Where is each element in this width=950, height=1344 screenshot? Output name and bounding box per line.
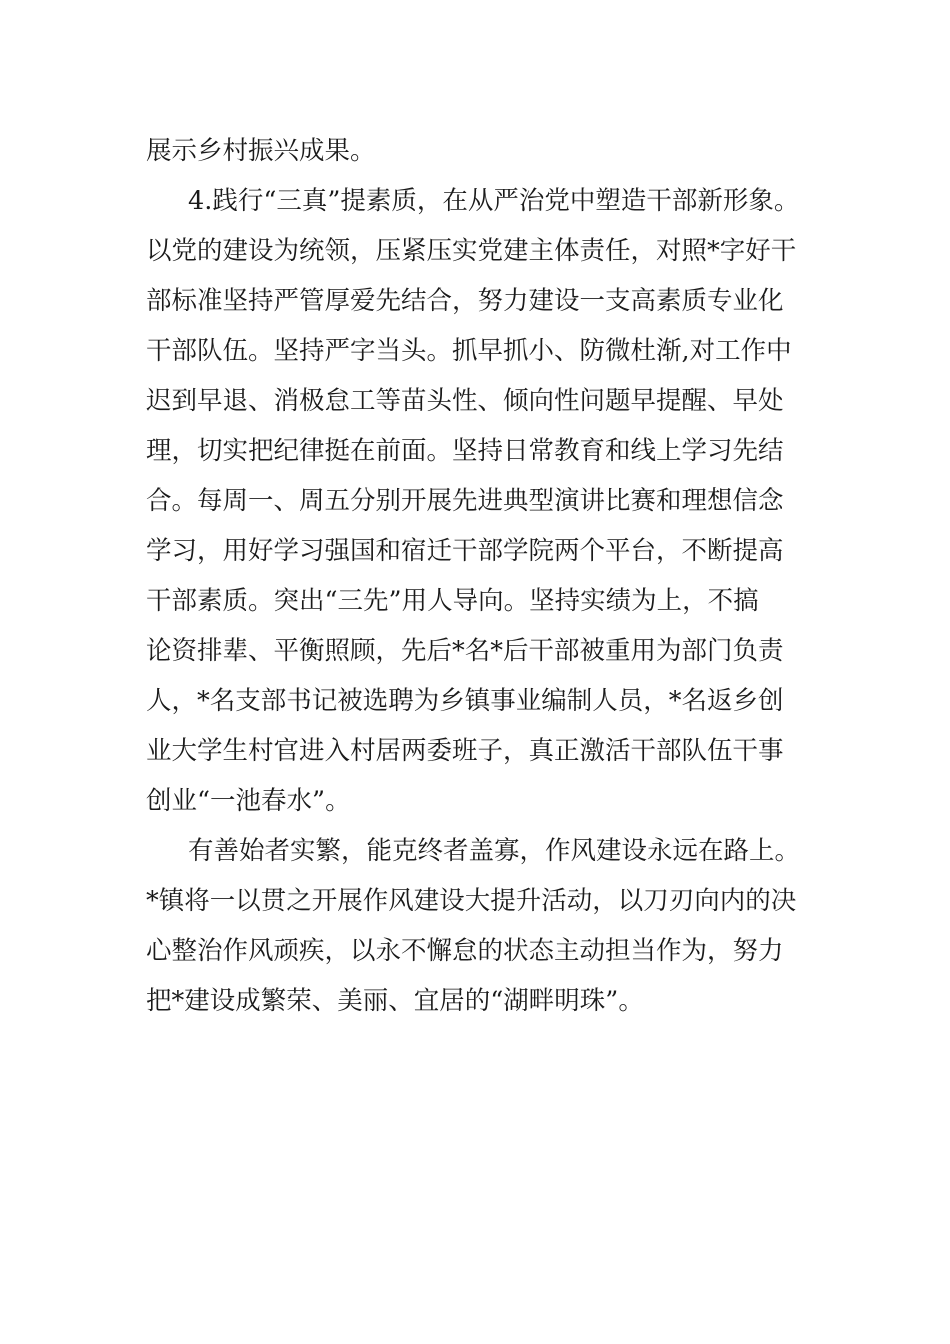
text-line: 有善始者实繁，能克终者盖寡，作风建设永远在路上。 <box>188 836 801 866</box>
text-line: 干部素质。突出“三先”用人导向。坚持实绩为上，不搞 <box>146 586 759 616</box>
text-line: *镇将一以贯之开展作风建设大提升活动，以刀刃向内的决 <box>146 886 797 916</box>
text-line: 创业“一池春水”。 <box>146 786 351 816</box>
text-line: 展示乡村振兴成果。 <box>146 136 376 166</box>
text-line: 心整治作风顽疾，以永不懈怠的状态主动担当作为，努力 <box>146 936 784 966</box>
text-line: 把*建设成繁荣、美丽、宜居的“湖畔明珠”。 <box>146 986 644 1016</box>
text-line: 部标准坚持严管厚爱先结合，努力建设一支高素质专业化 <box>146 286 784 316</box>
text-line: 人，*名支部书记被选聘为乡镇事业编制人员，*名返乡创 <box>146 686 784 716</box>
text-line: 以党的建设为统领，压紧压实党建主体责任，对照*字好干 <box>146 236 797 266</box>
text-line: 论资排辈、平衡照顾，先后*名*后干部被重用为部门负责 <box>146 636 784 666</box>
text-line: 合。每周一、周五分别开展先进典型演讲比赛和理想信念 <box>146 486 784 516</box>
text-line: 干部队伍。坚持严字当头。抓早抓小、防微杜渐,对工作中 <box>146 336 792 366</box>
text-line: 4.践行“三真”提素质，在从严治党中塑造干部新形象。 <box>188 186 800 216</box>
text-line: 迟到早退、消极怠工等苗头性、倾向性问题早提醒、早处 <box>146 386 784 416</box>
text-line: 学习，用好学习强国和宿迁干部学院两个平台，不断提高 <box>146 536 784 566</box>
text-line: 业大学生村官进入村居两委班子，真正激活干部队伍干事 <box>146 736 784 766</box>
document-body <box>146 126 826 1026</box>
text-line: 理，切实把纪律挺在前面。坚持日常教育和线上学习先结 <box>146 436 784 466</box>
